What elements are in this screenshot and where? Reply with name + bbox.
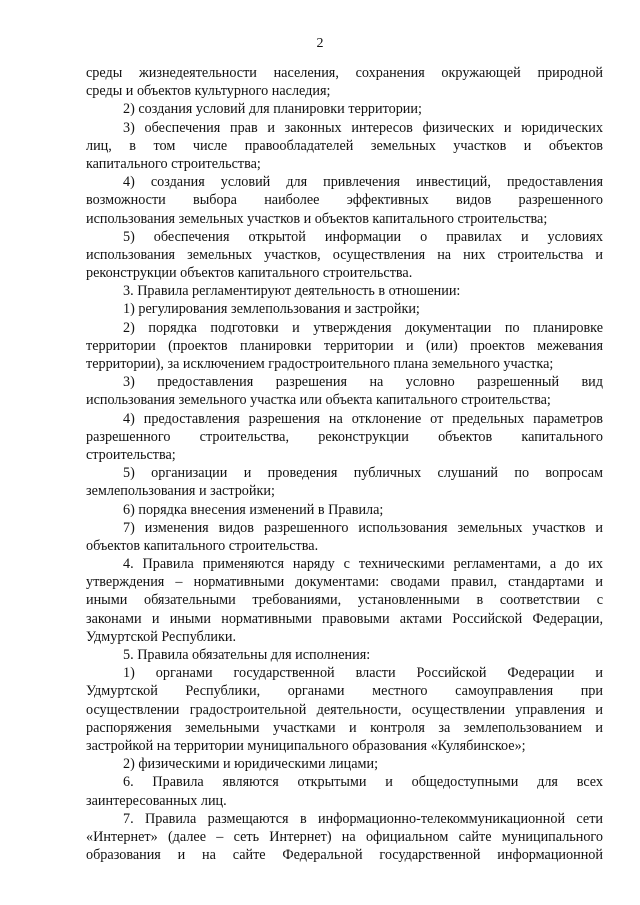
document-body (86, 64, 603, 864)
text-line: территории), за исключением градостроительного плана земельного участка; (86, 356, 554, 372)
text-line: 1) регулирования землепользования и застройки; (123, 301, 420, 318)
text-line: 5. Правила обязательны для исполнения: (123, 647, 371, 663)
text-line: 2) порядка подготовки и утверждения документации по планировке (123, 319, 603, 336)
text-line: лиц, в том числе правообладателей земельных участков и объектов (86, 137, 603, 154)
text-line: 7. Правила размещаются в информационно-телекоммуникационной сети (123, 810, 603, 827)
text-line: образования и на сайте Федеральной государственной информационной (86, 847, 603, 864)
text-line: объектов капитального строительства. (86, 537, 319, 554)
text-line: 3. Правила регламентируют деятельность в отношении: (123, 283, 461, 300)
text-line: «Интернет» (далее – сеть Интернет) на официальном сайте муниципального (86, 828, 603, 845)
text-line: осуществлении градостроительной деятельности, осуществлении управления и (86, 701, 603, 718)
text-line: среды и объектов культурного наследия; (86, 83, 331, 100)
text-line: заинтересованных лиц. (86, 792, 227, 809)
text-line: использования земельного участка или объекта капитального строительства; (86, 392, 551, 409)
text-line: 5) обеспечения открытой информации о правилах и условиях (123, 228, 603, 245)
text-line: застройкой на территории муниципального образования «Кулябинское»; (86, 737, 526, 754)
text-line: Удмуртской Республики, органами местного самоуправления при (86, 683, 603, 700)
page-number: 2 (316, 36, 324, 51)
text-line: территории (проектов планировки территории и (или) проектов межевания (86, 337, 603, 354)
text-line: разрешенного строительства, реконструкции объектов капитального (86, 428, 603, 445)
text-line: землепользования и застройки; (86, 483, 275, 500)
text-line: распоряжения земельными участками и контроля за землепользованием и (86, 719, 603, 736)
text-line: возможности выбора наиболее эффективных видов разрешенного (86, 192, 603, 209)
text-line: 6. Правила являются открытыми и общедоступными для всех (123, 774, 603, 791)
text-line: реконструкции объектов капитального строительства. (86, 265, 413, 282)
text-line: 2) физическими и юридическими лицами; (123, 756, 379, 773)
text-line: 7) изменения видов разрешенного использования земельных участков и (123, 519, 603, 536)
text-line: среды жизнедеятельности населения, сохранения окружающей природной (86, 65, 603, 81)
text-line: 3) обеспечения прав и законных интересов физических и юридических (123, 119, 603, 136)
text-line: 6) порядка внесения изменений в Правила; (123, 501, 384, 518)
text-line: утверждения – нормативными документами: сводами правил, стандартами и (86, 574, 603, 591)
text-line: 1) органами государственной власти Российской Федерации и (123, 665, 603, 682)
text-line: иными обязательными требованиями, установленными в соответствии с (86, 592, 603, 609)
text-line: использования земельных участков, осуществления на них строительства и (86, 246, 603, 263)
text-line: 3) предоставления разрешения на условно разрешенный вид (123, 374, 603, 391)
text-line: 4) создания условий для привлечения инвестиций, предоставления (123, 174, 603, 191)
text-line: капитального строительства; (86, 155, 261, 172)
text-line: 4) предоставления разрешения на отклонение от предельных параметров (123, 410, 603, 427)
text-line: 4. Правила применяются наряду с техническими регламентами, а до их (123, 556, 603, 573)
text-line: Удмуртской Республики. (86, 628, 237, 645)
text-line: строительства; (86, 446, 176, 463)
text-line: 2) создания условий для планировки территории; (123, 101, 422, 118)
text-line: законами и иными нормативными правовыми актами Российской Федерации, (86, 610, 603, 627)
text-line: 5) организации и проведения публичных слушаний по вопросам (123, 465, 603, 482)
text-line: использования земельных участков и объектов капитального строительства; (86, 210, 548, 227)
